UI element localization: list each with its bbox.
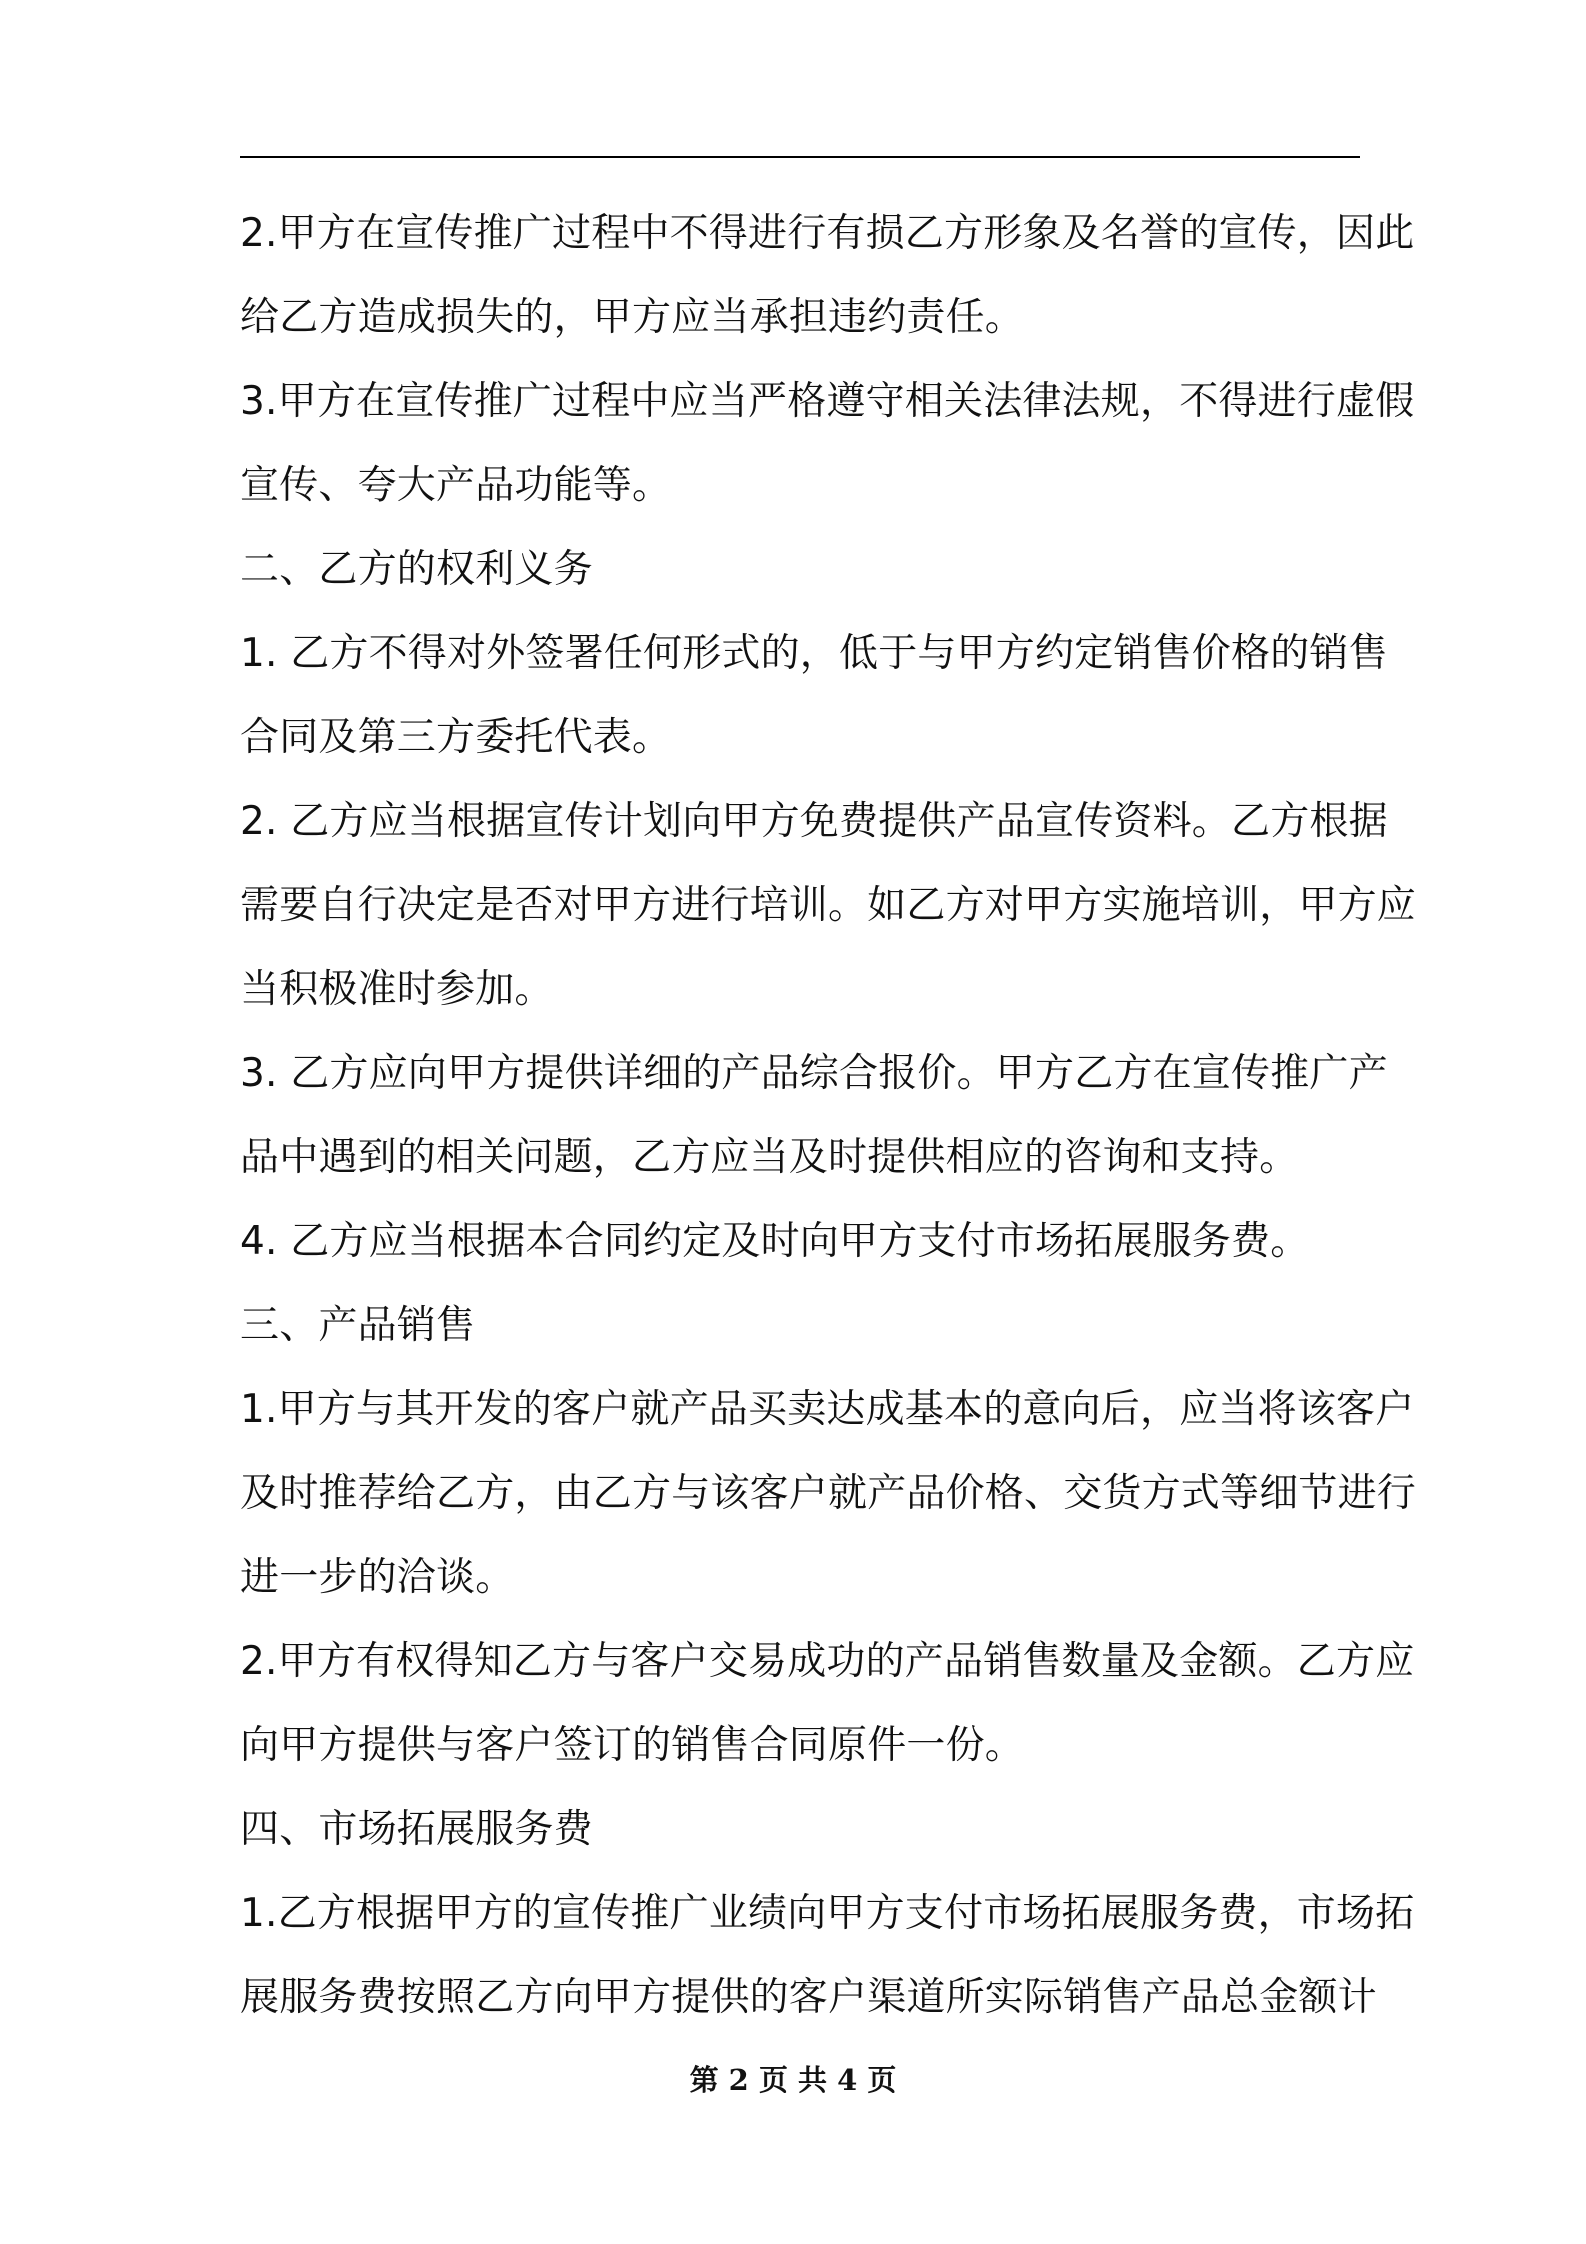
text-line: 1.甲方与其开发的客户就产品买卖达成基本的意向后，应当将该客户	[240, 1387, 1415, 1432]
document-body	[240, 192, 1417, 2040]
text-line: 进一步的洽谈。	[240, 1555, 515, 1600]
section-heading: 四、市场拓展服务费	[240, 1807, 593, 1852]
text-line: 合同及第三方委托代表。	[240, 715, 672, 760]
text-line: 4. 乙方应当根据本合同约定及时向甲方支付市场拓展服务费。	[240, 1219, 1310, 1264]
text-line: 向甲方提供与客户签订的销售合同原件一份。	[240, 1723, 1025, 1768]
text-line: 展服务费按照乙方向甲方提供的客户渠道所实际销售产品总金额计	[240, 1975, 1377, 2020]
section-heading: 二、乙方的权利义务	[240, 547, 593, 592]
text-line: 2.甲方在宣传推广过程中不得进行有损乙方形象及名誉的宣传，因此	[240, 211, 1415, 256]
text-line: 品中遇到的相关问题，乙方应当及时提供相应的咨询和支持。	[240, 1135, 1299, 1180]
text-line: 1.乙方根据甲方的宣传推广业绩向甲方支付市场拓展服务费，市场拓	[240, 1891, 1415, 1936]
header-rule	[240, 156, 1360, 158]
text-line: 3. 乙方应向甲方提供详细的产品综合报价。甲方乙方在宣传推广产	[240, 1051, 1388, 1096]
text-line: 2.甲方有权得知乙方与客户交易成功的产品销售数量及金额。乙方应	[240, 1639, 1415, 1684]
section-heading: 三、产品销售	[240, 1303, 476, 1348]
text-line: 1. 乙方不得对外签署任何形式的，低于与甲方约定销售价格的销售	[240, 631, 1388, 676]
page-number-footer: 第 2 页 共 4 页	[689, 2063, 897, 2097]
text-line: 需要自行决定是否对甲方进行培训。如乙方对甲方实施培训，甲方应	[240, 883, 1417, 928]
text-line: 宣传、夸大产品功能等。	[240, 463, 672, 508]
text-line: 3.甲方在宣传推广过程中应当严格遵守相关法律法规，不得进行虚假	[240, 379, 1415, 424]
text-line: 2. 乙方应当根据宣传计划向甲方免费提供产品宣传资料。乙方根据	[240, 799, 1388, 844]
text-line: 当积极准时参加。	[240, 967, 554, 1012]
text-line: 给乙方造成损失的，甲方应当承担违约责任。	[240, 295, 1025, 340]
text-line: 及时推荐给乙方，由乙方与该客户就产品价格、交货方式等细节进行	[240, 1471, 1417, 1516]
